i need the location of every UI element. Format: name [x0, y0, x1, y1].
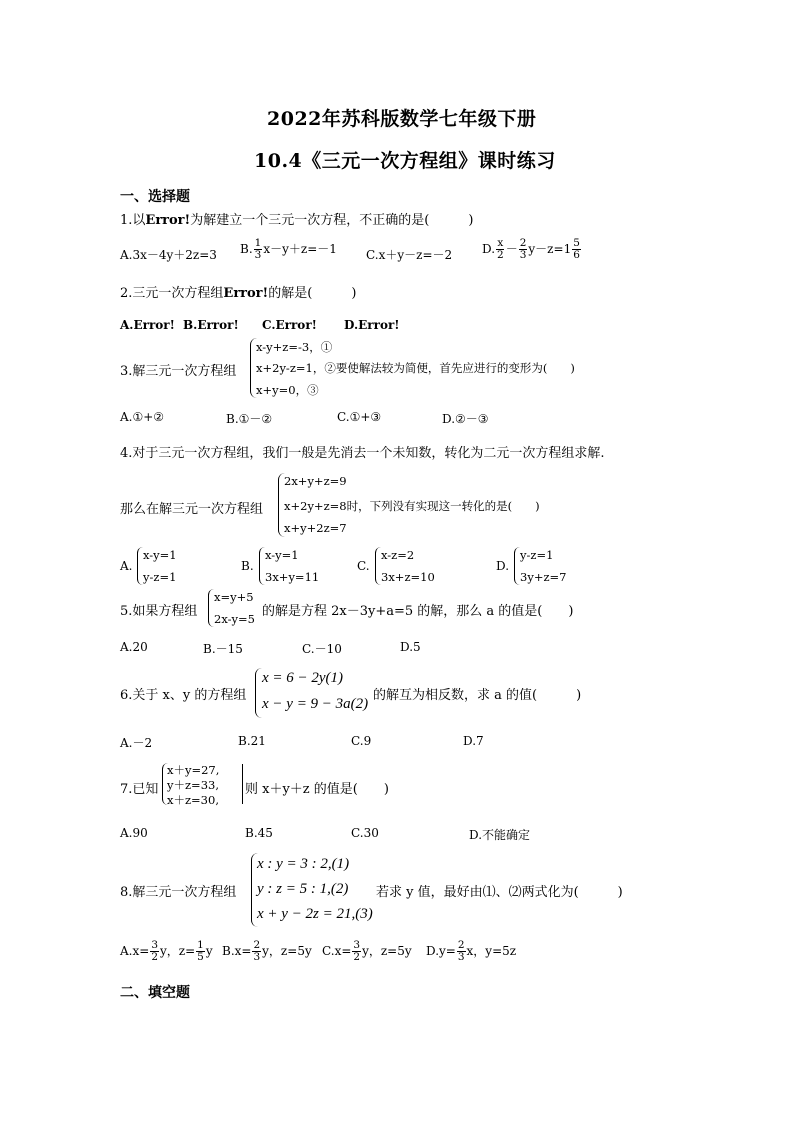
q1-b-num: 1: [254, 237, 262, 249]
q8-option-d: [426, 940, 516, 963]
q8-b-frac: [252, 940, 261, 963]
q8-eq3: x + y − 2z = 21,(3): [257, 906, 373, 922]
q4-eq2: x+2y+z=8时，下列没有实现这一转化的是( ): [284, 499, 540, 513]
q7-eq1: x＋y=27,: [167, 763, 220, 777]
q1-d-den3: 6: [573, 249, 580, 261]
q8-b-den: 3: [253, 951, 261, 963]
q3-eq2: x+2y-z=1，②要使解法较为简便，首先应进行的变形为( ): [256, 361, 575, 375]
q5-eq1: x=y+5: [214, 590, 254, 604]
q3-eq1: x-y+z=-3，①: [256, 340, 333, 354]
q8-eq1: x : y = 3 : 2,(1): [257, 856, 350, 872]
q1-option-c: C.x＋y－z=－2: [366, 248, 453, 262]
question-4-line1: 4.对于三元一次方程组，我们一般是先消去一个未知数，转化为二元一次方程组求解.: [120, 446, 605, 461]
q6-option-a: A.－2: [120, 736, 153, 750]
q2-post: 的解是( ): [268, 286, 357, 301]
q1-d-num1: x: [497, 237, 504, 249]
q4-option-c-eq1: x-z=2: [381, 548, 415, 562]
q1-d-frac1: [496, 238, 505, 261]
q1-b-frac: [254, 238, 263, 261]
q1-b-post: x－y＋z=－1: [263, 242, 337, 256]
q5-eq2: 2x-y=5: [214, 612, 255, 626]
q8-b-pre: B.x=: [222, 944, 252, 958]
question-2-stem: [120, 282, 356, 301]
q7-option-c: C.30: [351, 826, 379, 840]
question-8-pre: 8.解三元一次方程组: [120, 885, 237, 900]
q2-option-a: A.Error!: [120, 318, 175, 332]
q8-c-num: 3: [353, 939, 361, 951]
q1-d-mid: －: [505, 242, 518, 256]
q6-eq1: x = 6 − 2y(1): [262, 670, 344, 686]
q7-option-b: B.45: [245, 826, 273, 840]
question-5-pre: 5.如果方程组: [120, 604, 198, 619]
page-title: 2022年苏科版数学七年级下册: [267, 108, 537, 130]
q2-pre: 2.三元一次方程组: [120, 286, 224, 301]
section-fill-heading: 二、填空题: [120, 985, 190, 1001]
question-4-stem: 那么在解三元一次方程组: [120, 502, 264, 517]
q8-eq2: y : z = 5 : 1,(2): [257, 881, 349, 897]
q8-c-den: 2: [353, 951, 361, 963]
question-6-pre: 6.关于 x、y 的方程组: [120, 688, 247, 703]
q1-post: 为解建立一个三元一次方程，不正确的是( ): [190, 213, 474, 228]
q4-option-d-eq2: 3y+z=7: [520, 570, 567, 584]
q3-option-d: D.②－③: [442, 412, 489, 426]
q4-option-a-eq1: x-y=1: [143, 548, 177, 562]
q7-eq2: y＋z=33,: [167, 778, 219, 792]
page-subtitle: 10.4《三元一次方程组》课时练习: [254, 150, 556, 172]
q8-d-num: 2: [457, 939, 465, 951]
q8-option-b: [222, 940, 312, 963]
q2-option-d: D.Error!: [344, 318, 400, 332]
q1-error: Error!: [145, 213, 191, 228]
q8-a-den2: 5: [197, 951, 204, 963]
q6-option-b: B.21: [238, 734, 266, 748]
q4-option-a-eq2: y-z=1: [143, 570, 177, 584]
section-choice-heading: 一、选择题: [120, 189, 190, 205]
question-7-pre: 7.已知: [120, 782, 159, 797]
q8-a-mid: y，z=: [160, 944, 196, 958]
q4-option-b-label: B.: [241, 559, 254, 573]
q8-d-frac: [457, 940, 466, 963]
q1-b-pre: B.: [240, 242, 253, 256]
q1-pre: 1.以: [120, 213, 146, 228]
q2-error: Error!: [223, 286, 269, 301]
q8-c-pre: C.x=: [322, 944, 352, 958]
q8-a-num1: 3: [151, 939, 158, 951]
q1-d-frac3: [572, 238, 581, 261]
q4-option-c-eq2: 3x+z=10: [381, 570, 435, 584]
q2-option-b: B.Error!: [183, 318, 239, 332]
question-8-post: 若求 y 值，最好由⑴、⑵两式化为( ): [376, 885, 623, 900]
q1-option-d: [482, 238, 582, 261]
question-7-post: 则 x＋y＋z 的值是( ): [245, 782, 389, 797]
q8-d-den: 3: [457, 951, 465, 963]
q3-eq3: x+y=0，③: [256, 383, 319, 397]
q1-b-den: 3: [254, 249, 262, 261]
q3-option-a: A.①+②: [120, 410, 165, 424]
q1-d-frac2: [519, 238, 528, 261]
q1-option-a: A.3x－4y＋2z=3: [120, 248, 217, 262]
q3-option-c: C.①+③: [337, 410, 382, 424]
q6-option-d: D.7: [463, 734, 484, 748]
q8-d-post: x，y=5z: [466, 944, 517, 958]
question-5-post: 的解是方程 2x－3y+a=5 的解，那么 a 的值是( ): [262, 604, 574, 619]
q4-option-a-label: A.: [120, 559, 133, 573]
q6-brace: [255, 668, 262, 718]
q8-b-post: y，z=5y: [262, 944, 312, 958]
q4-eq1: 2x+y+z=9: [284, 474, 347, 488]
q6-option-c: C.9: [351, 734, 372, 748]
q8-a-pre: A.x=: [120, 944, 150, 958]
q7-eq3: x＋z=30,: [167, 793, 219, 807]
q4-option-b-eq1: x-y=1: [265, 548, 299, 562]
q5-option-b: B.－15: [203, 642, 243, 656]
q7-right-bar: [242, 764, 243, 804]
q5-option-d: D.5: [400, 640, 421, 654]
q7-option-a: A.90: [120, 826, 148, 840]
q1-d-pre: D.: [482, 242, 496, 256]
q1-d-num2: 2: [519, 237, 527, 249]
q6-eq2: x − y = 9 − 3a(2): [262, 696, 369, 712]
q4-eq3: x+y+2z=7: [284, 521, 347, 535]
q8-a-num2: 1: [197, 939, 204, 951]
q8-a-post: y: [205, 944, 213, 958]
question-6-post: 的解互为相反数，求 a 的值( ): [373, 688, 582, 703]
question-1-stem: [120, 209, 473, 228]
q8-c-post: y，z=5y: [362, 944, 412, 958]
q1-option-b: [240, 238, 337, 261]
q4-option-c-label: C.: [357, 559, 370, 573]
q8-option-c: [322, 940, 412, 963]
q1-d-den1: 2: [497, 249, 504, 261]
q2-option-c: C.Error!: [262, 318, 317, 332]
q7-option-d: D.不能确定: [469, 828, 531, 842]
q1-d-num3: 5: [573, 237, 580, 249]
question-3-stem: 3.解三元一次方程组: [120, 364, 237, 379]
q3-option-b: B.①－②: [226, 412, 273, 426]
q5-option-a: A.20: [120, 640, 148, 654]
q5-option-c: C.－10: [302, 642, 342, 656]
q4-option-b-eq2: 3x+y=11: [265, 570, 320, 584]
q8-d-pre: D.y=: [426, 944, 456, 958]
q1-d-post: y－z=1: [528, 242, 572, 256]
q8-c-frac: [352, 940, 361, 963]
q4-option-d-label: D.: [496, 559, 510, 573]
q8-b-num: 2: [253, 939, 261, 951]
q4-option-d-eq1: y-z=1: [520, 548, 554, 562]
q8-option-a: [120, 940, 213, 963]
q8-a-den1: 2: [151, 951, 158, 963]
q8-a-frac1: [150, 940, 159, 963]
q8-a-frac2: [196, 940, 205, 963]
q1-d-den2: 3: [519, 249, 527, 261]
